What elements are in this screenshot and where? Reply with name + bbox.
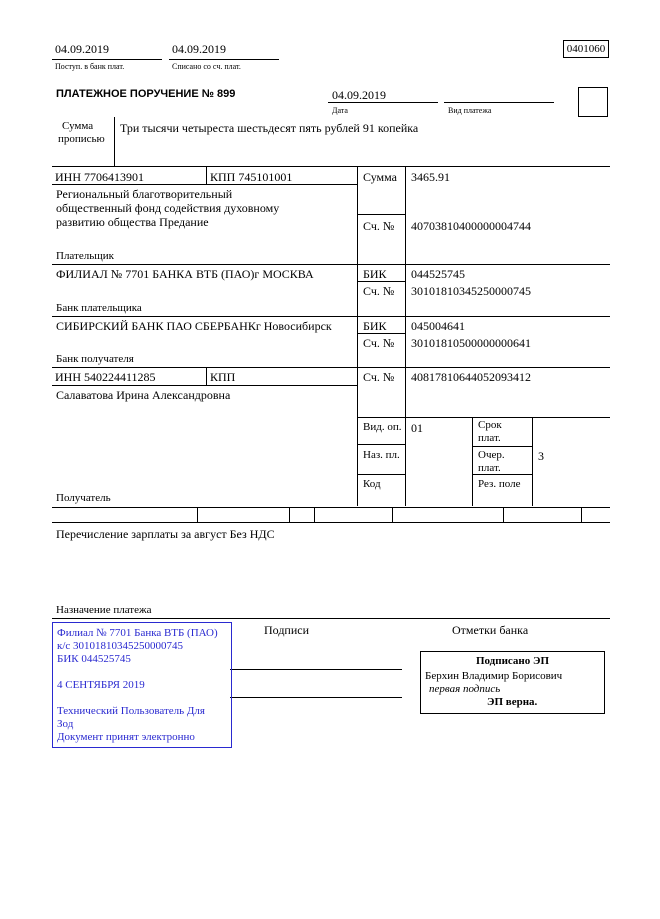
order-date-line bbox=[328, 102, 438, 103]
tax-cell-6 bbox=[581, 507, 582, 522]
row-line-1 bbox=[52, 166, 610, 167]
amount-words-label-1: Сумма bbox=[62, 120, 94, 132]
vid-op-underline bbox=[357, 444, 405, 445]
bank-stamp-line-6: Зод bbox=[57, 718, 74, 730]
order-date-label: Дата bbox=[332, 106, 348, 115]
payee-label: Получатель bbox=[56, 492, 111, 504]
ep-stamp bbox=[420, 651, 605, 714]
payee-bank-acc: 30101810500000000641 bbox=[411, 336, 531, 350]
bank-stamp-line-5: Технический Пользователь Для bbox=[57, 705, 205, 717]
payer-account-value: 40703810400000004744 bbox=[411, 219, 531, 233]
ocher-label-2: плат. bbox=[478, 462, 501, 474]
debited-date-line bbox=[169, 59, 279, 60]
ep-stamp-signature-type: первая подпись bbox=[429, 683, 501, 695]
payer-inn-kpp-divider bbox=[206, 166, 207, 184]
order-date: 04.09.2019 bbox=[332, 88, 386, 102]
srok-label-1: Срок bbox=[478, 419, 502, 431]
signatures-label: Подписи bbox=[264, 623, 310, 637]
bank-stamp-line-1: Филиал № 7701 Банка ВТБ (ПАО) bbox=[57, 627, 218, 639]
payee-account-label: Сч. № bbox=[363, 370, 395, 384]
row-line-4 bbox=[52, 367, 610, 368]
purpose-text: Перечисление зарплаты за август Без НДС bbox=[56, 527, 275, 541]
payment-type-line bbox=[444, 102, 554, 103]
rez-label: Рез. поле bbox=[478, 478, 521, 490]
amount-underline bbox=[357, 214, 405, 215]
payer-bank-name: ФИЛИАЛ № 7701 БАНКА ВТБ (ПАО)г МОСКВА bbox=[56, 267, 314, 281]
bank-stamp-line-7: Документ принят электронно bbox=[57, 731, 195, 743]
received-date-line bbox=[52, 59, 162, 60]
payer-label: Плательщик bbox=[56, 250, 114, 262]
page-title: ПЛАТЕЖНОЕ ПОРУЧЕНИЕ № 899 bbox=[56, 88, 236, 100]
ocher-underline bbox=[472, 474, 532, 475]
srok-underline bbox=[472, 446, 532, 447]
ep-stamp-verified: ЭП верна. bbox=[487, 696, 538, 708]
payer-inn-underline bbox=[52, 184, 358, 185]
status-box bbox=[578, 87, 608, 117]
payer-bank-bik-label: БИК bbox=[363, 267, 387, 281]
payee-bank-name: СИБИРСКИЙ БАНК ПАО СБЕРБАНКг Новосибирск bbox=[56, 319, 332, 333]
tax-row-top bbox=[52, 507, 610, 508]
naz-pl-label: Наз. пл. bbox=[363, 449, 400, 461]
payer-name-line-3: развитию общества Предание bbox=[56, 215, 209, 229]
tax-cell-4 bbox=[392, 507, 393, 522]
received-date: 04.09.2019 bbox=[55, 42, 109, 56]
payer-name-line-2: общественный фонд содействия духовному bbox=[56, 201, 280, 215]
payer-inn: ИНН 7706413901 bbox=[55, 170, 144, 184]
payee-kpp: КПП bbox=[210, 370, 236, 384]
payee-name: Салаватова Ирина Александровна bbox=[56, 388, 231, 402]
bank-stamp-line-3: БИК 044525745 bbox=[57, 653, 131, 665]
codes-divider-2 bbox=[532, 417, 533, 506]
received-date-label: Поступ. в банк плат. bbox=[55, 62, 125, 71]
tax-cell-5 bbox=[503, 507, 504, 522]
tax-cell-3 bbox=[314, 507, 315, 522]
form-code-box: 0401060 bbox=[563, 40, 609, 58]
amount-words-divider bbox=[114, 117, 115, 166]
signature-line-1 bbox=[230, 669, 402, 670]
srok-label-2: плат. bbox=[478, 432, 501, 444]
bank-stamp-date: 4 СЕНТЯБРЯ 2019 bbox=[57, 679, 145, 691]
amount-words-value: Три тысячи четыреста шестьдесят пять рублей 91 копейка bbox=[120, 121, 419, 135]
payee-bank-bik-label: БИК bbox=[363, 319, 387, 333]
payee-bank-label: Банк получателя bbox=[56, 353, 134, 365]
tax-row-bottom bbox=[52, 522, 610, 523]
col-divider-mid bbox=[405, 166, 406, 506]
tax-cell-2 bbox=[289, 507, 290, 522]
col-divider-left bbox=[357, 166, 358, 506]
payee-bank-bik-underline bbox=[357, 333, 405, 334]
payee-inn: ИНН 540224411285 bbox=[55, 370, 156, 384]
payer-name-line-1: Региональный благотворительный bbox=[56, 187, 233, 201]
ocher-label-1: Очер. bbox=[478, 449, 505, 461]
payee-bank-bik: 045004641 bbox=[411, 319, 465, 333]
vid-op-label: Вид. оп. bbox=[363, 421, 402, 433]
debited-date: 04.09.2019 bbox=[172, 42, 226, 56]
amount-words-label-2: прописью bbox=[58, 133, 105, 145]
payer-kpp: КПП 745101001 bbox=[210, 170, 293, 184]
payee-inn-kpp-divider bbox=[206, 367, 207, 385]
payee-inn-underline bbox=[52, 385, 358, 386]
naz-pl-underline bbox=[357, 474, 405, 475]
payer-account-label: Сч. № bbox=[363, 219, 395, 233]
payer-bank-acc: 30101810345250000745 bbox=[411, 284, 531, 298]
amount-value: 3465.91 bbox=[411, 170, 450, 184]
bank-stamp-line-2: к/с 30101810345250000745 bbox=[57, 640, 184, 652]
payer-bank-bik-underline bbox=[357, 281, 405, 282]
kod-label: Код bbox=[363, 478, 381, 490]
codes-divider-1 bbox=[472, 417, 473, 506]
ocher-value: 3 bbox=[538, 449, 544, 463]
row-line-3 bbox=[52, 316, 610, 317]
payer-bank-bik: 044525745 bbox=[411, 267, 465, 281]
tax-cell-1 bbox=[197, 507, 198, 522]
signature-line-2 bbox=[230, 697, 402, 698]
purpose-line bbox=[52, 618, 610, 619]
debited-date-label: Списано со сч. плат. bbox=[172, 62, 241, 71]
ep-stamp-title: Подписано ЭП bbox=[475, 655, 550, 667]
payer-bank-acc-label: Сч. № bbox=[363, 284, 395, 298]
payee-bank-acc-label: Сч. № bbox=[363, 336, 395, 350]
ep-stamp-signer: Берхин Владимир Борисович bbox=[425, 670, 563, 682]
purpose-label: Назначение платежа bbox=[56, 604, 152, 616]
bank-stamp bbox=[52, 622, 232, 748]
row-line-2 bbox=[52, 264, 610, 265]
vid-op-value: 01 bbox=[411, 421, 423, 435]
payer-bank-label: Банк плательщика bbox=[56, 302, 142, 314]
amount-label: Сумма bbox=[363, 170, 397, 184]
bank-marks-label: Отметки банка bbox=[452, 623, 529, 637]
payee-account-value: 40817810644052093412 bbox=[411, 370, 531, 384]
payment-type-label: Вид платежа bbox=[448, 106, 492, 115]
codes-top-line bbox=[357, 417, 610, 418]
